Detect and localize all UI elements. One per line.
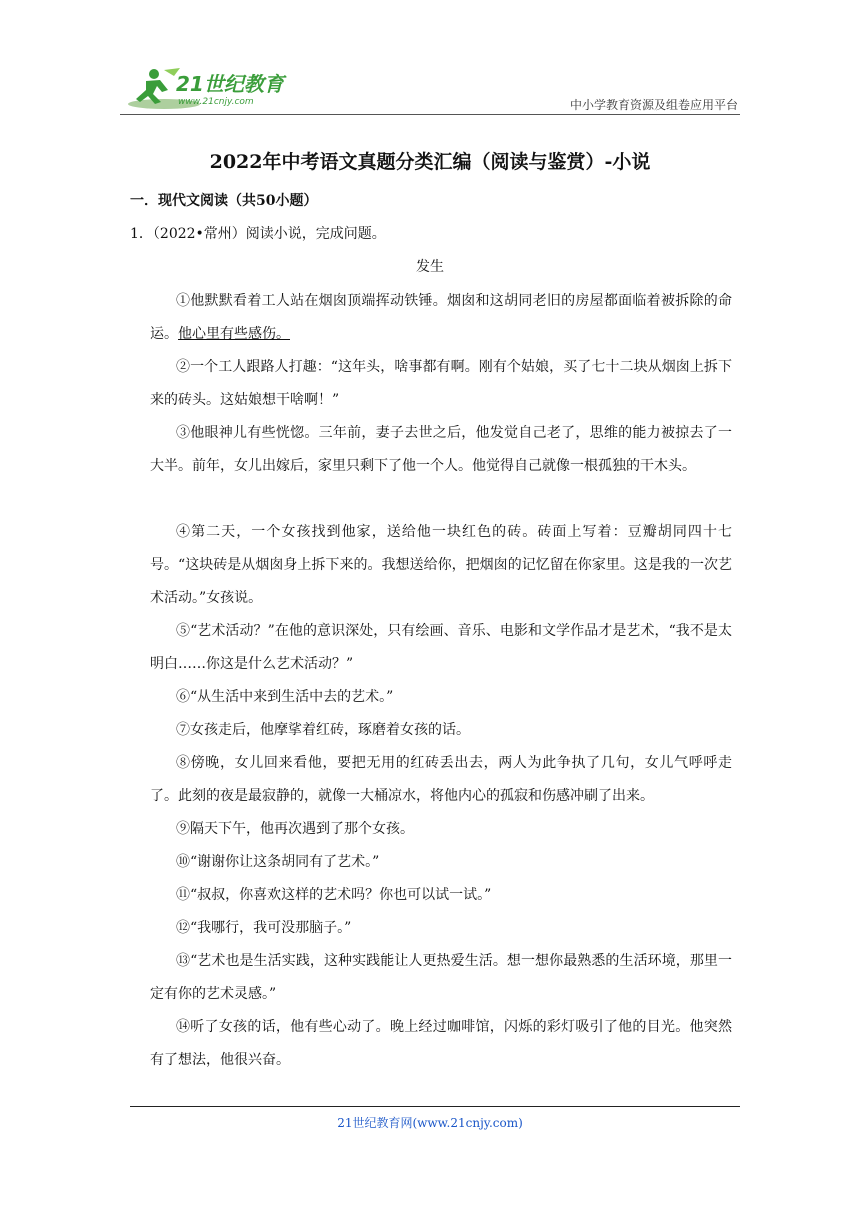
paragraph-9: ⑨隔天下午，他再次遇到了那个女孩。: [176, 821, 414, 837]
header-divider: [120, 114, 740, 115]
header-tagline: 中小学教育资源及组卷应用平台: [569, 98, 738, 112]
paragraph-6: ⑥“从生活中来到生活中去的艺术。”: [176, 689, 394, 705]
paragraph-5: ⑤“艺术活动？”在他的意识深处，只有绘画、音乐、电影和文学作品才是艺术，“我不是太明白……你这是什么艺术活动？”: [150, 623, 733, 672]
paragraph-7: ⑦女孩走后，他摩挲着红砖，琢磨着女孩的话。: [176, 722, 470, 738]
story-title: 发生: [416, 259, 444, 275]
section-heading: 一．现代文阅读（共50小题）: [130, 193, 318, 209]
paragraph-4: ④第二天，一个女孩找到他家，送给他一块红色的砖。砖面上写着：豆瓣胡同四十七号。“这块砖是从烟囱身上拆下来的。我想送给你，把烟囱的记忆留在你家里。这是我的一次艺术活动。”女孩说。: [150, 524, 733, 606]
logo-text: 21世纪教育: [176, 72, 284, 96]
footer-link[interactable]: 21世纪教育网(www.21cnjy.com): [337, 1116, 523, 1130]
footer-divider: [130, 1106, 740, 1107]
paragraph-12: ⑫“我哪行，我可没那脑子。”: [176, 920, 352, 936]
paragraph-11: ⑪“叔叔，你喜欢这样的艺术吗？你也可以试一试。”: [176, 887, 492, 903]
paragraph-3: ③他眼神儿有些恍惚。三年前，妻子去世之后，他发觉自己老了，思维的能力被掠去了一大半。前年，女儿出嫁后，家里只剩下了他一个人。他觉得自己就像一根孤独的干木头。: [150, 425, 733, 474]
paragraph-1: ①他默默看着工人站在烟囱顶端挥动铁锤。烟囱和这胡同老旧的房屋都面临着被拆除的命运。他心里有些感伤。: [150, 293, 733, 342]
paragraph-13: ⑬“艺术也是生活实践，这种实践能让人更热爱生活。想一想你最熟悉的生活环境，那里一定有你的艺术灵感。”: [150, 953, 733, 1002]
logo-url: www.21cnjy.com: [178, 97, 254, 107]
question-prompt: 1．（2022•常州）阅读小说，完成问题。: [130, 226, 386, 242]
underlined-sentence: 他心里有些感伤。: [178, 326, 290, 342]
paragraph-2: ②一个工人跟路人打趣：“这年头，啥事都有啊。刚有个姑娘，买了七十二块从烟囱上拆下来的砖头。这姑娘想干啥啊！”: [150, 359, 733, 408]
paragraph-10: ⑩“谢谢你让这条胡同有了艺术。”: [176, 854, 380, 870]
page-header: [120, 64, 740, 116]
logo-21cnjy: [124, 64, 294, 114]
document-title: 2022年中考语文真题分类汇编（阅读与鉴赏）-小说: [209, 151, 651, 173]
paragraph-14: ⑭听了女孩的话，他有些心动了。晚上经过咖啡馆，闪烁的彩灯吸引了他的目光。他突然有了想法，他很兴奋。: [150, 1019, 733, 1068]
paragraph-8: ⑧傍晚，女儿回来看他，要把无用的红砖丢出去，两人为此争执了几句，女儿气呼呼走了。此刻的夜是最寂静的，就像一大桶凉水，将他内心的孤寂和伤感冲刷了出来。: [150, 755, 733, 804]
